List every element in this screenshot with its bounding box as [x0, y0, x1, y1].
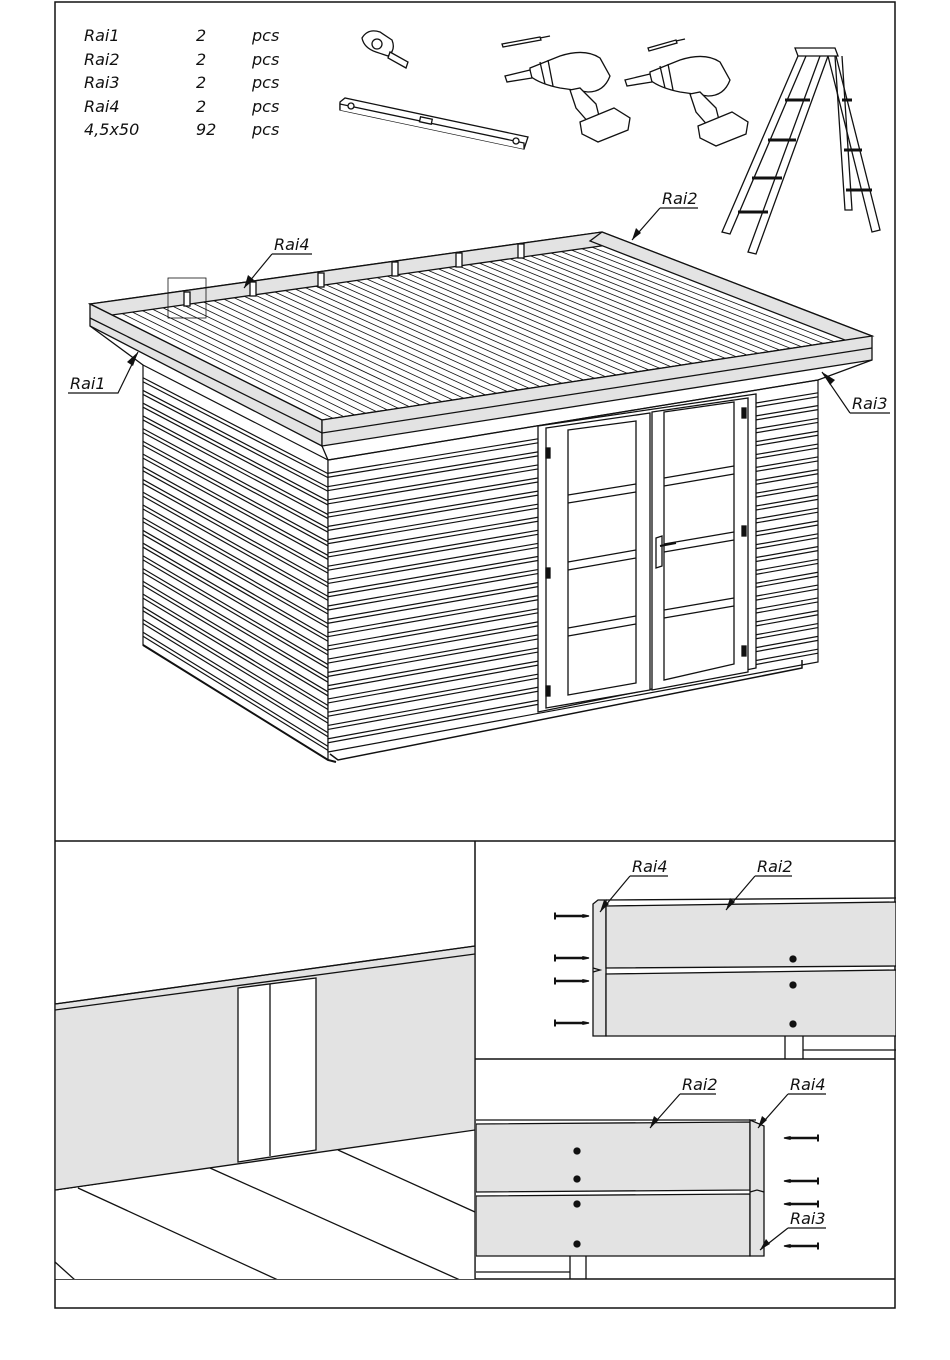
callout-rai4-bottom-detail: Rai4 [790, 1075, 826, 1094]
callout-rai1: Rai1 [70, 374, 106, 393]
callout-rai3-bottom-detail: Rai3 [790, 1209, 826, 1228]
rail-joint-detail-bottom [476, 1120, 818, 1282]
callout-rai4: Rai4 [274, 235, 310, 254]
part-code: 4,5x50 [84, 120, 140, 139]
part-code: Rai1 [84, 26, 120, 45]
part-unit: pcs [252, 96, 280, 116]
part-unit: pcs [252, 49, 280, 69]
callout-rai4-top-detail: Rai4 [632, 857, 668, 876]
part-qty: 2 [196, 96, 207, 116]
callout-rai2-top-detail: Rai2 [757, 857, 793, 876]
spirit-level-icon [340, 98, 528, 149]
part-code: Rai2 [84, 49, 120, 69]
step-ladder-icon [722, 48, 880, 254]
cordless-drill-icon [505, 52, 630, 142]
part-qty: 2 [196, 49, 207, 69]
part-qty: 92 [196, 120, 217, 139]
callout-rai2-bottom-detail: Rai2 [682, 1075, 718, 1094]
rail-joint-detail-top [555, 898, 896, 1060]
part-code: Rai4 [84, 96, 120, 116]
part-code: Rai3 [84, 73, 120, 92]
part-unit: pcs [252, 26, 280, 45]
callout-rai2: Rai2 [662, 189, 698, 208]
corner-detail [55, 946, 475, 1290]
part-unit: pcs [252, 120, 280, 139]
callout-rai3: Rai3 [852, 394, 888, 413]
tape-measure-icon [362, 31, 408, 68]
drill-bit-icon [648, 39, 685, 51]
part-qty: 2 [196, 26, 207, 45]
cordless-drill-icon [625, 56, 748, 146]
part-qty: 2 [196, 73, 207, 92]
part-unit: pcs [252, 73, 280, 92]
drill-bit-icon [502, 36, 550, 47]
shed-double-door [538, 394, 756, 712]
